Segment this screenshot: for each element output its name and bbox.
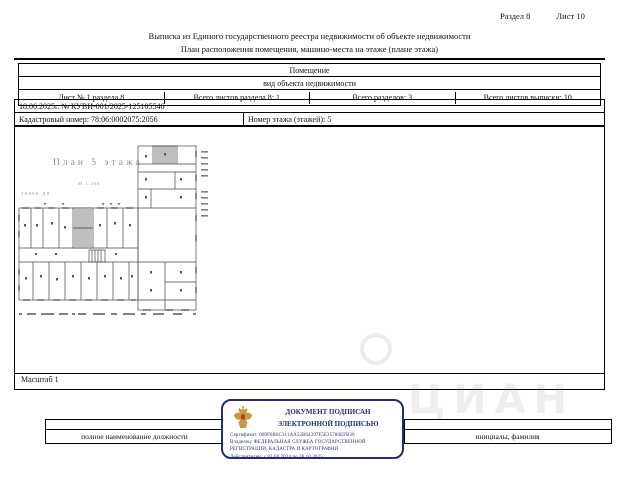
document-subtitle: План расположения помещения, машино-места на этаже (плане этажа) (180, 44, 439, 54)
sheet-cell-3: Всего разделов: 3 (310, 92, 456, 104)
object-type-value: Помещение (19, 64, 600, 77)
sheet-cell-4: Всего листов выписки: 10 (483, 93, 572, 102)
coat-of-arms-icon (232, 405, 254, 431)
floor-number: Номер этажа (этажей): 5 (248, 114, 332, 124)
document-title: Выписка из Единого государственного реестра недвижимости об объекте недвижимости (148, 31, 471, 41)
scale-row: Масштаб 1 (15, 373, 604, 389)
stamp-title (257, 407, 399, 430)
registration-table (14, 99, 605, 126)
site-watermark: ЦИАН (408, 377, 576, 423)
plan-dimension-marks: 16866 А8 (21, 191, 51, 196)
name-label: инициалы, фамилия (475, 432, 540, 441)
sheet-label: Лист 10 (556, 11, 585, 21)
stamp-validity: Действителен: с 02.08.2024 по 26.10.2025 (230, 454, 323, 460)
stamp-owner-line1: Владелец: ФЕДЕРАЛЬНАЯ СЛУЖБА ГОСУДАРСТВЕННОЙ (230, 440, 366, 446)
watermark-circle (362, 335, 390, 363)
stamp-certificate: Сертификат: 009F0B6C311AA53B64397F5E25700EFB38 (230, 433, 355, 438)
object-type-label: вид объекта недвижимости (19, 77, 600, 90)
stamp-title-line2: ЭЛЕКТРОННОЙ ПОДПИСЬЮ (277, 419, 379, 428)
cadastral-number: Кадастровый номер: 78:06:0002075:2056 (15, 113, 244, 125)
plan-scale-note: М 1:200 (78, 181, 101, 186)
sheet-cell-2: Всего листов раздела 8: 1 (165, 92, 311, 104)
stamp-title-line1: ДОКУМЕНТ ПОДПИСАН (285, 408, 371, 416)
digital-signature-stamp (221, 399, 404, 459)
position-label: полное наименование должности (81, 432, 188, 441)
section-label: Раздел 8 (500, 11, 531, 21)
plan-title: План 5 этажа (53, 158, 143, 168)
cadastral-row (15, 113, 604, 125)
header-right (500, 11, 585, 21)
stamp-owner-line2: РЕГИСТРАЦИИ, КАДАСТРА И КАРТОГРАФИИ (230, 447, 339, 453)
title-divider (14, 58, 605, 60)
stamp-details (230, 432, 366, 461)
sheet-cell-1: Лист № 1 раздела 8 (19, 92, 165, 104)
extract-date-number: 18.06.2025г. № КУВИ-001/2025-125105546 (15, 100, 604, 113)
floor-plan-box (14, 126, 605, 390)
